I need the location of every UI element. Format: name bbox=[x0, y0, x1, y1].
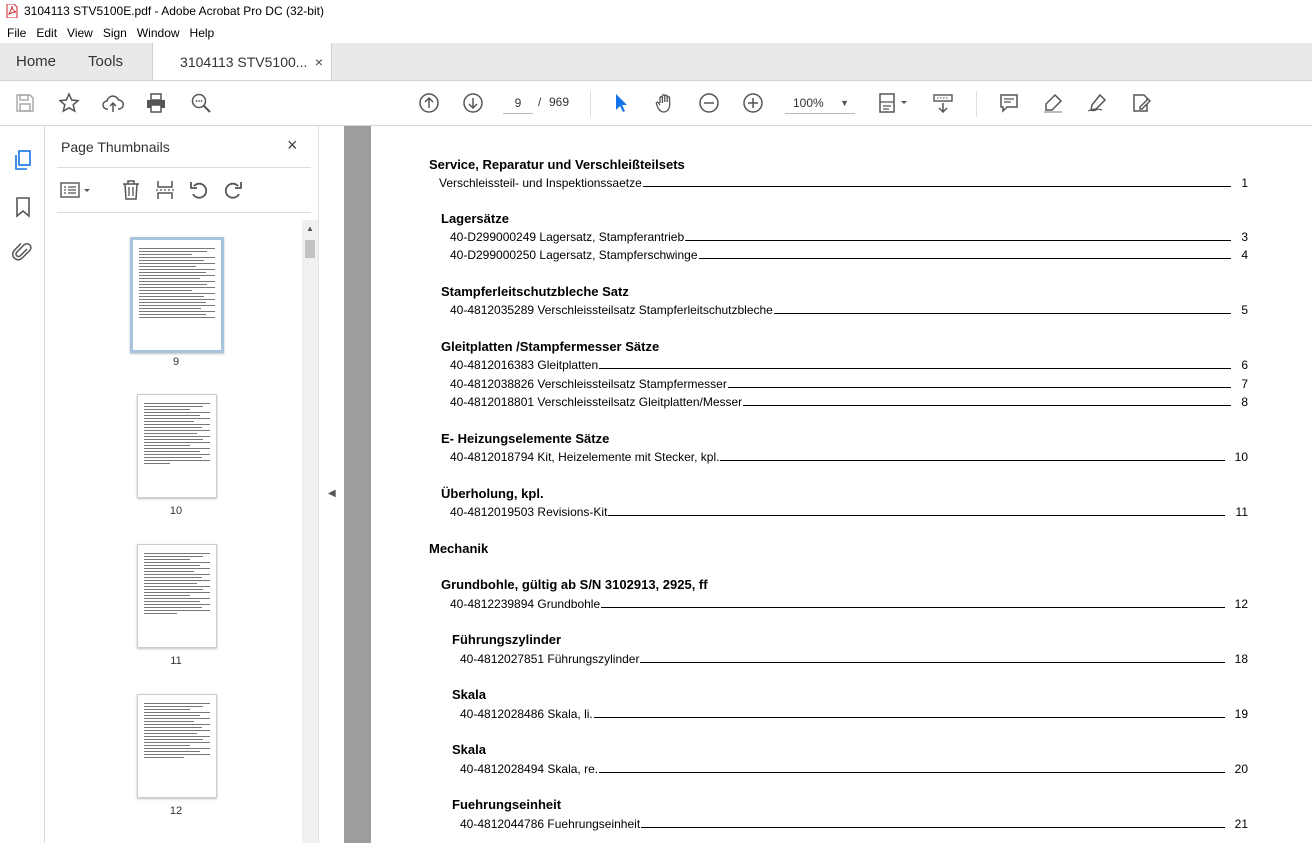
document-viewer[interactable] bbox=[344, 126, 1312, 843]
edit-pdf-icon[interactable] bbox=[1129, 91, 1153, 115]
toc-leader-line bbox=[728, 378, 1231, 388]
toc-page-number: 11 bbox=[1235, 505, 1248, 519]
toolbar bbox=[0, 81, 1312, 126]
collapse-panel-icon[interactable]: ◀ bbox=[328, 488, 336, 499]
highlight-icon[interactable] bbox=[1041, 91, 1065, 115]
toc-entry-label: 40-4812028494 Skala, re. bbox=[460, 762, 599, 776]
toc-entry-label: 40-4812018801 Verschleissteilsatz Gleitplatten/Messer bbox=[450, 395, 743, 409]
window-title: 3104113 STV5100E.pdf - Adobe Acrobat Pro DC (32-bit) bbox=[24, 4, 324, 18]
toc-entry-label: 40-D299000249 Lagersatz, Stampferantrieb bbox=[450, 230, 685, 244]
attachments-icon[interactable] bbox=[11, 240, 35, 264]
toc-page-number: 7 bbox=[1241, 377, 1248, 391]
bookmarks-icon[interactable] bbox=[11, 195, 35, 219]
page-fit-icon[interactable] bbox=[876, 91, 910, 115]
hand-tool-icon[interactable] bbox=[653, 91, 677, 115]
search-zoom-icon[interactable] bbox=[189, 91, 213, 115]
page-thumbnail[interactable] bbox=[137, 694, 217, 798]
toc-entry[interactable] bbox=[450, 377, 1248, 391]
toc-leader-line bbox=[608, 506, 1225, 516]
menu-file[interactable]: File bbox=[7, 25, 27, 40]
toc-leader-line bbox=[643, 177, 1231, 187]
toc-entry[interactable] bbox=[460, 652, 1248, 666]
toc-entry-label: 40-4812239894 Grundbohle bbox=[450, 597, 601, 611]
toc-entry[interactable] bbox=[450, 395, 1248, 409]
toc-entry[interactable] bbox=[450, 358, 1248, 372]
toc-page-number: 8 bbox=[1241, 395, 1248, 409]
thumbnail-page-number: 11 bbox=[170, 655, 182, 667]
toc-entry-label: 40-4812027851 Führungszylinder bbox=[460, 652, 640, 666]
menu-edit[interactable]: Edit bbox=[36, 25, 58, 40]
zoom-in-icon[interactable] bbox=[741, 91, 765, 115]
panel-collapse-strip[interactable] bbox=[318, 126, 344, 843]
left-navigation-rail bbox=[0, 126, 45, 843]
tab-bar bbox=[0, 43, 1312, 81]
toc-entry[interactable] bbox=[450, 505, 1248, 519]
save-icon[interactable] bbox=[13, 91, 37, 115]
thumbnail-preview bbox=[139, 248, 215, 344]
page-number-input[interactable]: 9 bbox=[503, 92, 533, 114]
thumbnail-preview bbox=[144, 403, 210, 491]
toc-heading: Gleitplatten /Stampfermesser Sätze bbox=[441, 339, 660, 354]
toolbar-divider bbox=[976, 91, 977, 117]
toc-leader-line bbox=[641, 818, 1225, 828]
page-separator: / bbox=[538, 95, 542, 109]
chevron-down-icon: ▼ bbox=[840, 98, 849, 108]
toc-page-number: 4 bbox=[1241, 248, 1248, 262]
zoom-out-icon[interactable] bbox=[697, 91, 721, 115]
toc-page-number: 1 bbox=[1241, 176, 1248, 190]
toc-entry[interactable] bbox=[439, 176, 1248, 190]
toolbar-divider bbox=[590, 91, 591, 117]
rotate-clockwise-icon[interactable] bbox=[221, 178, 245, 202]
bookmark-star-icon[interactable] bbox=[57, 91, 81, 115]
toc-entry[interactable] bbox=[450, 248, 1248, 262]
toc-leader-line bbox=[685, 231, 1231, 241]
thumbnail-preview bbox=[144, 553, 210, 641]
thumbnails-panel bbox=[45, 126, 318, 843]
toc-leader-line bbox=[774, 304, 1231, 314]
menu-bar bbox=[0, 22, 1312, 43]
toc-entry-label: 40-4812018794 Kit, Heizelemente mit Stecker, kpl. bbox=[450, 450, 720, 464]
toc-leader-line bbox=[640, 653, 1225, 663]
page-thumbnail-selected[interactable] bbox=[130, 237, 224, 353]
panel-divider bbox=[57, 167, 311, 168]
toc-page-number: 10 bbox=[1234, 450, 1248, 464]
toc-entry[interactable] bbox=[460, 762, 1248, 776]
toc-page-number: 21 bbox=[1234, 817, 1248, 831]
toc-leader-line bbox=[594, 708, 1225, 718]
toc-heading: Fuehrungseinheit bbox=[452, 797, 562, 812]
zoom-level-value: 100% bbox=[793, 96, 824, 110]
toc-heading: Führungszylinder bbox=[452, 632, 562, 647]
title-bar bbox=[0, 0, 1312, 22]
menu-window[interactable]: Window bbox=[136, 25, 180, 40]
toc-page-number: 12 bbox=[1234, 597, 1248, 611]
page-thumbnail[interactable] bbox=[137, 394, 217, 498]
tab-tools[interactable]: Tools bbox=[88, 53, 124, 70]
toc-entry-label: 40-4812035289 Verschleissteilsatz Stampferleitschutzbleche bbox=[450, 303, 773, 317]
thumbnail-page-number: 10 bbox=[169, 505, 183, 517]
tab-document[interactable] bbox=[152, 43, 332, 80]
menu-help[interactable]: Help bbox=[189, 25, 215, 40]
draw-sign-icon[interactable] bbox=[1085, 91, 1109, 115]
toc-leader-line bbox=[599, 763, 1225, 773]
pdf-page bbox=[371, 126, 1312, 843]
thumbnail-preview bbox=[144, 703, 210, 791]
close-panel-icon[interactable]: × bbox=[287, 135, 298, 155]
next-page-icon[interactable] bbox=[461, 91, 485, 115]
toc-entry-label: 40-4812038826 Verschleissteilsatz Stampfermesser bbox=[450, 377, 727, 391]
toc-page-number: 5 bbox=[1241, 303, 1248, 317]
previous-page-icon[interactable] bbox=[417, 91, 441, 115]
toc-leader-line bbox=[720, 451, 1225, 461]
panel-divider bbox=[57, 212, 311, 213]
toc-entry-label: 40-4812016383 Gleitplatten bbox=[450, 358, 599, 372]
rotate-counterclockwise-icon[interactable] bbox=[187, 178, 211, 202]
toc-entry-label: 40-4812028486 Skala, li. bbox=[460, 707, 593, 721]
toc-entry[interactable] bbox=[450, 230, 1248, 244]
zoom-level-dropdown[interactable] bbox=[785, 92, 855, 114]
page-thumbnails-icon[interactable] bbox=[11, 148, 35, 172]
comment-icon[interactable] bbox=[997, 91, 1021, 115]
menu-sign[interactable]: Sign bbox=[102, 25, 127, 40]
toc-entry[interactable] bbox=[450, 303, 1248, 317]
page-total: 969 bbox=[549, 95, 570, 109]
toc-page-number: 18 bbox=[1234, 652, 1248, 666]
panel-title: Page Thumbnails bbox=[61, 139, 170, 155]
toc-leader-line bbox=[599, 359, 1231, 369]
toc-heading: Skala bbox=[452, 742, 486, 757]
toc-entry-label: 40-4812044786 Fuehrungseinheit bbox=[460, 817, 641, 831]
acrobat-pdf-icon bbox=[6, 4, 18, 18]
page-thumbnail[interactable] bbox=[137, 544, 217, 648]
delete-page-icon[interactable] bbox=[119, 178, 143, 202]
scroll-mode-icon[interactable] bbox=[931, 91, 955, 115]
thumbnail-page-number: 12 bbox=[169, 805, 183, 817]
print-icon[interactable] bbox=[144, 91, 168, 115]
toc-entry-label: Verschleissteil- und Inspektionssaetze bbox=[439, 176, 642, 190]
toc-heading: Mechanik bbox=[429, 541, 489, 556]
thumbnails-scrollbar[interactable] bbox=[302, 220, 318, 843]
toc-heading: Überholung, kpl. bbox=[441, 486, 544, 501]
toc-page-number: 3 bbox=[1241, 230, 1248, 244]
scroll-up-icon[interactable]: ▲ bbox=[306, 224, 314, 233]
tab-document-label: 3104113 STV5100... bbox=[180, 53, 308, 70]
menu-view[interactable]: View bbox=[67, 25, 93, 40]
select-cursor-icon[interactable] bbox=[609, 91, 633, 115]
toc-leader-line bbox=[699, 249, 1232, 259]
toc-heading: Grundbohle, gültig ab S/N 3102913, 2925, ff bbox=[441, 577, 708, 592]
toc-heading: Service, Reparatur und Verschleißteilsets bbox=[429, 157, 685, 172]
toc-heading: Skala bbox=[452, 687, 486, 702]
toc-entry-label: 40-D299000250 Lagersatz, Stampferschwinge bbox=[450, 248, 698, 262]
toc-page-number: 6 bbox=[1241, 358, 1248, 372]
toc-heading: Lagersätze bbox=[441, 211, 509, 226]
toc-heading: E- Heizungselemente Sätze bbox=[441, 431, 610, 446]
toc-entry[interactable] bbox=[460, 707, 1248, 721]
scrollbar-thumb[interactable] bbox=[305, 240, 315, 258]
toc-leader-line bbox=[601, 598, 1225, 608]
toc-leader-line bbox=[743, 396, 1231, 406]
toc-entry[interactable] bbox=[450, 597, 1248, 611]
close-tab-icon[interactable]: × bbox=[314, 54, 324, 70]
upload-cloud-icon[interactable] bbox=[101, 91, 125, 115]
toc-entry-label: 40-4812019503 Revisions-Kit bbox=[450, 505, 608, 519]
toc-entry[interactable] bbox=[460, 817, 1248, 831]
toc-heading: Stampferleitschutzbleche Satz bbox=[441, 284, 629, 299]
thumbnail-options-icon[interactable] bbox=[59, 178, 95, 202]
extract-pages-icon[interactable] bbox=[153, 178, 177, 202]
toc-page-number: 19 bbox=[1234, 707, 1248, 721]
toc-entry[interactable] bbox=[450, 450, 1248, 464]
tab-home[interactable]: Home bbox=[16, 53, 57, 70]
toc-page-number: 20 bbox=[1234, 762, 1248, 776]
thumbnail-page-number: 9 bbox=[172, 356, 180, 368]
